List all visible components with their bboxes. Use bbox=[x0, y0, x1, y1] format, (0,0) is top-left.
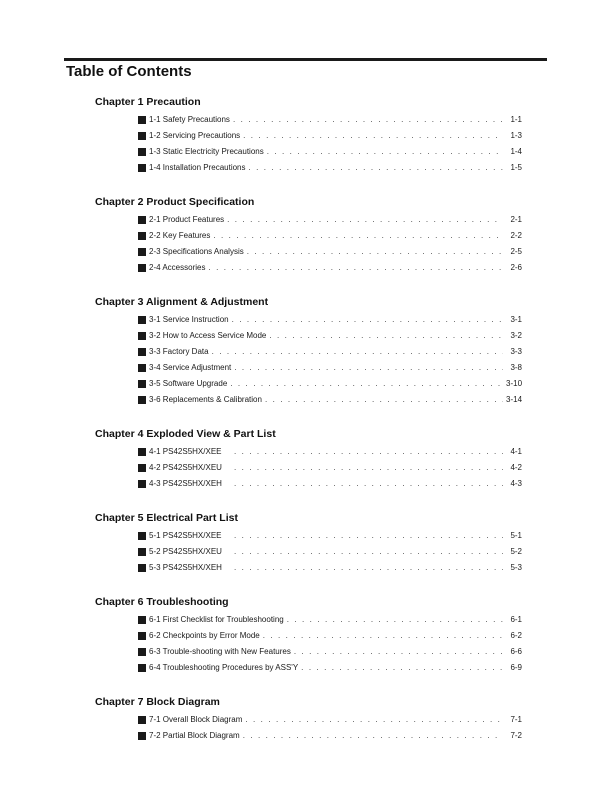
toc-entry[interactable] bbox=[95, 476, 522, 492]
toc-page-number: 3-14 bbox=[506, 395, 523, 404]
toc-entry-label: 3-4 Service Adjustment bbox=[149, 363, 232, 372]
toc-page-number: 5-3 bbox=[510, 563, 522, 572]
dot-leader bbox=[213, 228, 503, 244]
toc-entry-label: 3-2 How to Access Service Mode bbox=[149, 331, 267, 340]
toc-entry-label: 5-2 PS42S5HX/XEU bbox=[149, 547, 222, 556]
toc-entry[interactable] bbox=[95, 628, 522, 644]
toc-entry-label: 4-3 PS42S5HX/XEH bbox=[149, 479, 222, 488]
toc-entry[interactable] bbox=[95, 112, 522, 128]
toc-entry[interactable] bbox=[95, 160, 522, 176]
square-bullet-icon bbox=[138, 464, 146, 472]
toc-entry[interactable] bbox=[95, 244, 522, 260]
dot-leader bbox=[234, 460, 503, 476]
square-bullet-icon bbox=[138, 564, 146, 572]
toc-page-number: 1-3 bbox=[510, 131, 522, 140]
table-of-contents bbox=[95, 96, 522, 744]
dot-leader bbox=[212, 344, 503, 360]
dot-leader bbox=[269, 328, 503, 344]
toc-page-number: 3-10 bbox=[506, 379, 523, 388]
dot-leader bbox=[234, 528, 503, 544]
toc-page-number: 6-2 bbox=[510, 631, 522, 640]
square-bullet-icon bbox=[138, 348, 146, 356]
square-bullet-icon bbox=[138, 332, 146, 340]
toc-entry[interactable] bbox=[95, 344, 522, 360]
dot-leader bbox=[294, 644, 503, 660]
dot-leader bbox=[265, 392, 503, 408]
toc-entry[interactable] bbox=[95, 360, 522, 376]
toc-page-number: 2-5 bbox=[510, 247, 522, 256]
square-bullet-icon bbox=[138, 648, 146, 656]
chapter-title[interactable]: Chapter 1 Precaution bbox=[95, 96, 201, 108]
dot-leader bbox=[243, 128, 503, 144]
square-bullet-icon bbox=[138, 116, 146, 124]
square-bullet-icon bbox=[138, 616, 146, 624]
chapter-title[interactable]: Chapter 4 Exploded View & Part List bbox=[95, 428, 276, 440]
square-bullet-icon bbox=[138, 548, 146, 556]
toc-entry-label: 1-3 Static Electricity Precautions bbox=[149, 147, 264, 156]
toc-entry[interactable] bbox=[95, 312, 522, 328]
toc-entry-label: 6-3 Trouble-shooting with New Features bbox=[149, 647, 291, 656]
toc-entry-label: 1-2 Servicing Precautions bbox=[149, 131, 241, 140]
toc-page-number: 7-1 bbox=[510, 715, 522, 724]
toc-entry-label: 5-3 PS42S5HX/XEH bbox=[149, 563, 222, 572]
toc-entry-label: 2-1 Product Features bbox=[149, 215, 225, 224]
toc-page-number: 6-1 bbox=[510, 615, 522, 624]
toc-entry-label: 6-2 Checkpoints by Error Mode bbox=[149, 631, 260, 640]
toc-page-number: 2-1 bbox=[510, 215, 522, 224]
dot-leader bbox=[287, 612, 503, 628]
square-bullet-icon bbox=[138, 396, 146, 404]
dot-leader bbox=[234, 476, 503, 492]
dot-leader bbox=[301, 660, 503, 676]
toc-entry[interactable] bbox=[95, 392, 522, 408]
square-bullet-icon bbox=[138, 232, 146, 240]
toc-entry-label: 4-1 PS42S5HX/XEE bbox=[149, 447, 222, 456]
square-bullet-icon bbox=[138, 632, 146, 640]
toc-entry-label: 3-3 Factory Data bbox=[149, 347, 209, 356]
square-bullet-icon bbox=[138, 248, 146, 256]
toc-entry[interactable] bbox=[95, 228, 522, 244]
dot-leader bbox=[208, 260, 503, 276]
dot-leader bbox=[234, 444, 503, 460]
square-bullet-icon bbox=[138, 264, 146, 272]
toc-page-number: 3-3 bbox=[510, 347, 522, 356]
toc-entry[interactable] bbox=[95, 544, 522, 560]
toc-entry[interactable] bbox=[95, 212, 522, 228]
square-bullet-icon bbox=[138, 448, 146, 456]
toc-entry[interactable] bbox=[95, 644, 522, 660]
dot-leader bbox=[263, 628, 503, 644]
toc-entry-label: 4-2 PS42S5HX/XEU bbox=[149, 463, 222, 472]
dot-leader bbox=[249, 160, 504, 176]
toc-entry-label: 5-1 PS42S5HX/XEE bbox=[149, 531, 222, 540]
toc-page-number: 3-8 bbox=[510, 363, 522, 372]
dot-leader bbox=[233, 112, 503, 128]
chapter-section bbox=[95, 96, 522, 176]
page-title: Table of Contents bbox=[66, 63, 192, 80]
toc-entry-label: 6-4 Troubleshooting Procedures by ASS'Y bbox=[149, 663, 299, 672]
square-bullet-icon bbox=[138, 364, 146, 372]
dot-leader bbox=[267, 144, 503, 160]
toc-entry[interactable] bbox=[95, 712, 522, 728]
toc-entry[interactable] bbox=[95, 560, 522, 576]
toc-entry-label: 2-3 Specifications Analysis bbox=[149, 247, 244, 256]
square-bullet-icon bbox=[138, 164, 146, 172]
chapter-section bbox=[95, 512, 522, 576]
dot-leader bbox=[245, 712, 503, 728]
square-bullet-icon bbox=[138, 480, 146, 488]
toc-page-number: 2-2 bbox=[510, 231, 522, 240]
toc-entry-label: 2-4 Accessories bbox=[149, 263, 206, 272]
square-bullet-icon bbox=[138, 532, 146, 540]
square-bullet-icon bbox=[138, 380, 146, 388]
chapter-section bbox=[95, 196, 522, 276]
square-bullet-icon bbox=[138, 132, 146, 140]
toc-page-number: 1-4 bbox=[510, 147, 522, 156]
toc-entry-label: 6-1 First Checklist for Troubleshooting bbox=[149, 615, 284, 624]
toc-page-number: 6-6 bbox=[510, 647, 522, 656]
toc-entry[interactable] bbox=[95, 460, 522, 476]
toc-entry[interactable] bbox=[95, 660, 522, 676]
toc-page-number: 4-3 bbox=[510, 479, 522, 488]
dot-leader bbox=[230, 376, 503, 392]
toc-entry[interactable] bbox=[95, 612, 522, 628]
square-bullet-icon bbox=[138, 316, 146, 324]
square-bullet-icon bbox=[138, 148, 146, 156]
toc-entry-label: 3-6 Replacements & Calibration bbox=[149, 395, 262, 404]
toc-entry-label: 1-1 Safety Precautions bbox=[149, 115, 230, 124]
toc-entry-label: 7-2 Partial Block Diagram bbox=[149, 731, 240, 740]
chapter-title[interactable]: Chapter 2 Product Specification bbox=[95, 196, 255, 208]
chapter-title[interactable]: Chapter 5 Electrical Part List bbox=[95, 512, 238, 524]
chapter-title[interactable]: Chapter 6 Troubleshooting bbox=[95, 596, 229, 608]
toc-page-number: 4-1 bbox=[510, 447, 522, 456]
dot-leader bbox=[232, 312, 503, 328]
square-bullet-icon bbox=[138, 716, 146, 724]
toc-page-number: 6-9 bbox=[510, 663, 522, 672]
toc-page-number: 1-1 bbox=[510, 115, 522, 124]
toc-entry-label: 1-4 Installation Precautions bbox=[149, 163, 246, 172]
dot-leader bbox=[234, 544, 503, 560]
toc-entry[interactable] bbox=[95, 444, 522, 460]
chapter-section bbox=[95, 596, 522, 676]
chapter-section bbox=[95, 296, 522, 408]
header-rule bbox=[64, 58, 547, 61]
toc-entry-label: 7-1 Overall Block Diagram bbox=[149, 715, 243, 724]
dot-leader bbox=[227, 212, 503, 228]
toc-page-number: 2-6 bbox=[510, 263, 522, 272]
toc-entry[interactable] bbox=[95, 260, 522, 276]
toc-page-number: 5-1 bbox=[510, 531, 522, 540]
square-bullet-icon bbox=[138, 664, 146, 672]
chapter-title[interactable]: Chapter 7 Block Diagram bbox=[95, 696, 220, 708]
dot-leader bbox=[234, 560, 503, 576]
toc-page-number: 7-2 bbox=[510, 731, 522, 740]
toc-entry-label: 3-1 Service Instruction bbox=[149, 315, 229, 324]
dot-leader bbox=[247, 244, 503, 260]
toc-entry[interactable] bbox=[95, 376, 522, 392]
chapter-section bbox=[95, 696, 522, 744]
toc-page-number: 3-1 bbox=[510, 315, 522, 324]
dot-leader bbox=[234, 360, 503, 376]
chapter-section bbox=[95, 428, 522, 492]
dot-leader bbox=[243, 728, 503, 744]
square-bullet-icon bbox=[138, 216, 146, 224]
chapter-title[interactable]: Chapter 3 Alignment & Adjustment bbox=[95, 296, 269, 308]
toc-entry[interactable] bbox=[95, 528, 522, 544]
toc-page-number: 5-2 bbox=[510, 547, 522, 556]
toc-entry-label: 2-2 Key Features bbox=[149, 231, 211, 240]
toc-page-number: 4-2 bbox=[510, 463, 522, 472]
square-bullet-icon bbox=[138, 732, 146, 740]
toc-entry[interactable] bbox=[95, 144, 522, 160]
toc-entry[interactable] bbox=[95, 728, 522, 744]
toc-entry[interactable] bbox=[95, 128, 522, 144]
toc-entry[interactable] bbox=[95, 328, 522, 344]
toc-entry-label: 3-5 Software Upgrade bbox=[149, 379, 228, 388]
toc-page-number: 1-5 bbox=[510, 163, 522, 172]
toc-page-number: 3-2 bbox=[510, 331, 522, 340]
